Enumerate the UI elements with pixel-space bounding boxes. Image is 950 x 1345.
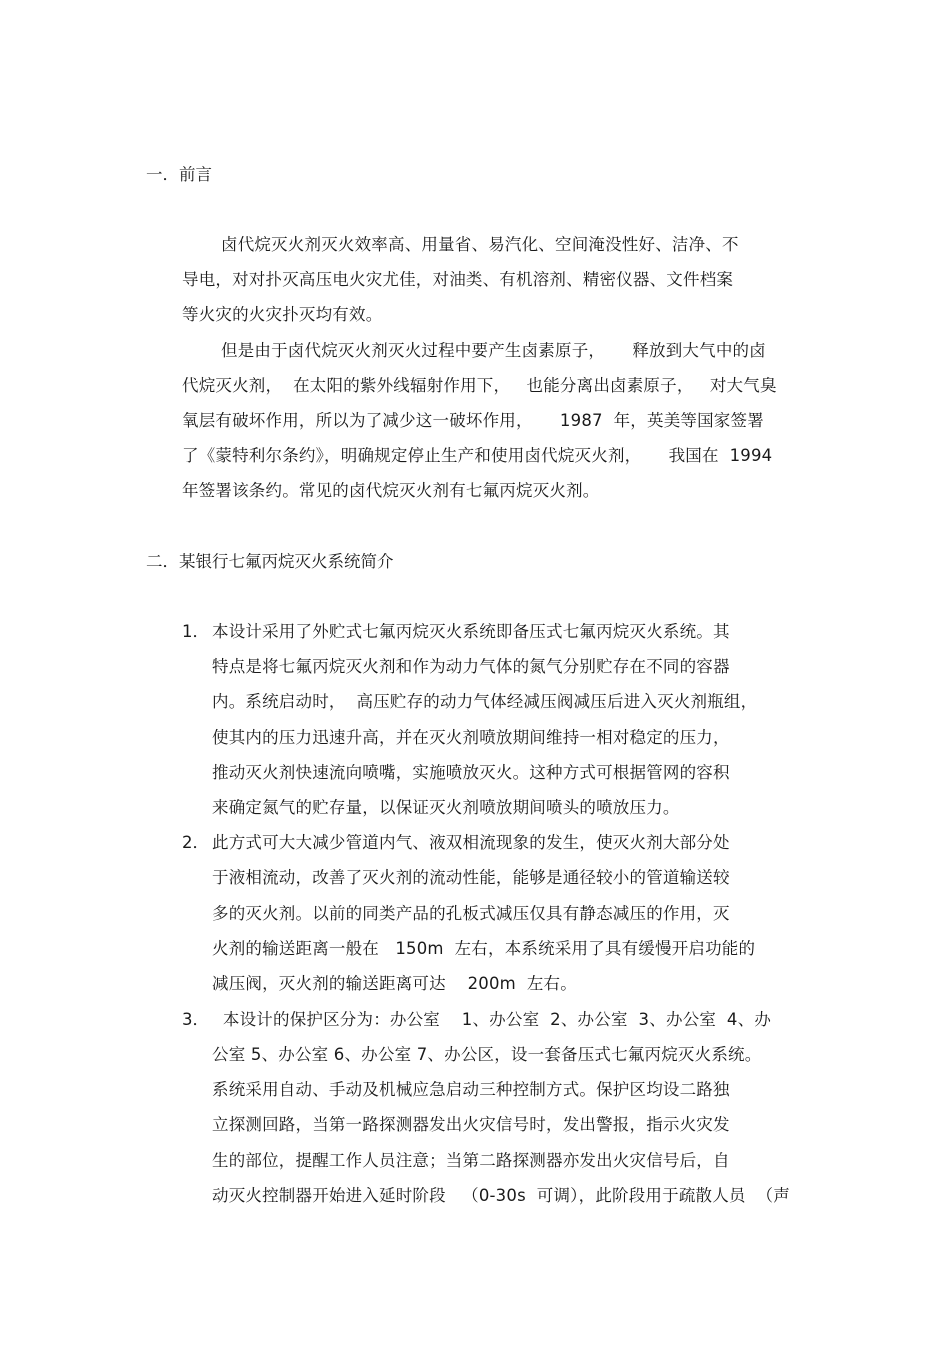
list-item-line: 多的灭火剂。以前的同类产品的孔板式减压仅具有静态减压的作用，灭 xyxy=(212,904,730,923)
list-item-line: 来确定氮气的贮存量，以保证灭火剂喷放期间喷头的喷放压力。 xyxy=(212,798,680,817)
list-item-line: 本设计的保护区分为：办公室 1、办公室 2、办公室 3、办公室 4、办 xyxy=(212,1010,772,1029)
list-item-number: 3． xyxy=(182,1010,209,1029)
list-item-line: 特点是将七氟丙烷灭火剂和作为动力气体的氮气分别贮存在不同的容器 xyxy=(212,657,730,676)
paragraph-line: 氧层有破坏作用，所以为了减少这一破坏作用， 1987 年，英美等国家签署 xyxy=(182,411,764,430)
list-item-line: 内。系统启动时， 高压贮存的动力气体经减压阀减压后进入灭火剂瓶组， xyxy=(212,692,758,711)
section-2-heading: 二．某银行七氟丙烷灭火系统简介 xyxy=(146,552,394,571)
paragraph-line: 代烷灭火剂， 在太阳的紫外线辐射作用下， 也能分离出卤素原子， 对大气臭 xyxy=(182,376,777,395)
list-item-line: 系统采用自动、手动及机械应急启动三种控制方式。保护区均设二路独 xyxy=(212,1080,730,1099)
paragraph-line: 了《蒙特利尔条约》，明确规定停止生产和使用卤代烷灭火剂， 我国在 1994 xyxy=(182,446,773,465)
list-item-line: 公室 5、办公室 6、办公室 7、办公区，设一套备压式七氟丙烷灭火系统。 xyxy=(212,1045,762,1064)
list-item-number: 2． xyxy=(182,833,209,852)
list-item-line: 减压阀，灭火剂的输送距离可达 200m 左右。 xyxy=(212,974,577,993)
list-item-line: 火剂的输送距离一般在 150m 左右，本系统采用了具有缓慢开启功能的 xyxy=(212,939,756,958)
list-item-line: 本设计采用了外贮式七氟丙烷灭火系统即备压式七氟丙烷灭火系统。其 xyxy=(212,622,730,641)
paragraph-line: 但是由于卤代烷灭火剂灭火过程中要产生卤素原子， 释放到大气中的卤 xyxy=(221,341,766,360)
list-item-line: 推动灭火剂快速流向喷嘴，实施喷放灭火。这种方式可根据管网的容积 xyxy=(212,763,730,782)
list-item-line: 此方式可大大减少管道内气、液双相流现象的发生，使灭火剂大部分处 xyxy=(212,833,730,852)
list-item-line: 立探测回路，当第一路探测器发出火灾信号时，发出警报，指示火灾发 xyxy=(212,1115,730,1134)
paragraph-line: 等火灾的火灾扑灭均有效。 xyxy=(182,305,383,324)
list-item-line: 于液相流动，改善了灭火剂的流动性能，能够是通径较小的管道输送较 xyxy=(212,868,730,887)
section-1-heading: 一．前言 xyxy=(146,165,212,184)
list-item-line: 动灭火控制器开始进入延时阶段 （0-30s 可调），此阶段用于疏散人员 （声 xyxy=(212,1186,790,1205)
paragraph-line: 卤代烷灭火剂灭火效率高、用量省、易汽化、空间淹没性好、洁净、不 xyxy=(221,235,739,254)
list-item-number: 1． xyxy=(182,622,209,641)
paragraph-line: 年签署该条约。常见的卤代烷灭火剂有七氟丙烷灭火剂。 xyxy=(182,481,600,500)
list-item-line: 生的部位，提醒工作人员注意；当第二路探测器亦发出火灾信号后，自 xyxy=(212,1151,730,1170)
paragraph-line: 导电，对对扑灭高压电火灾尤佳，对油类、有机溶剂、精密仪器、文件档案 xyxy=(182,270,734,289)
list-item-line: 使其内的压力迅速升高，并在灭火剂喷放期间维持一相对稳定的压力， xyxy=(212,728,730,747)
